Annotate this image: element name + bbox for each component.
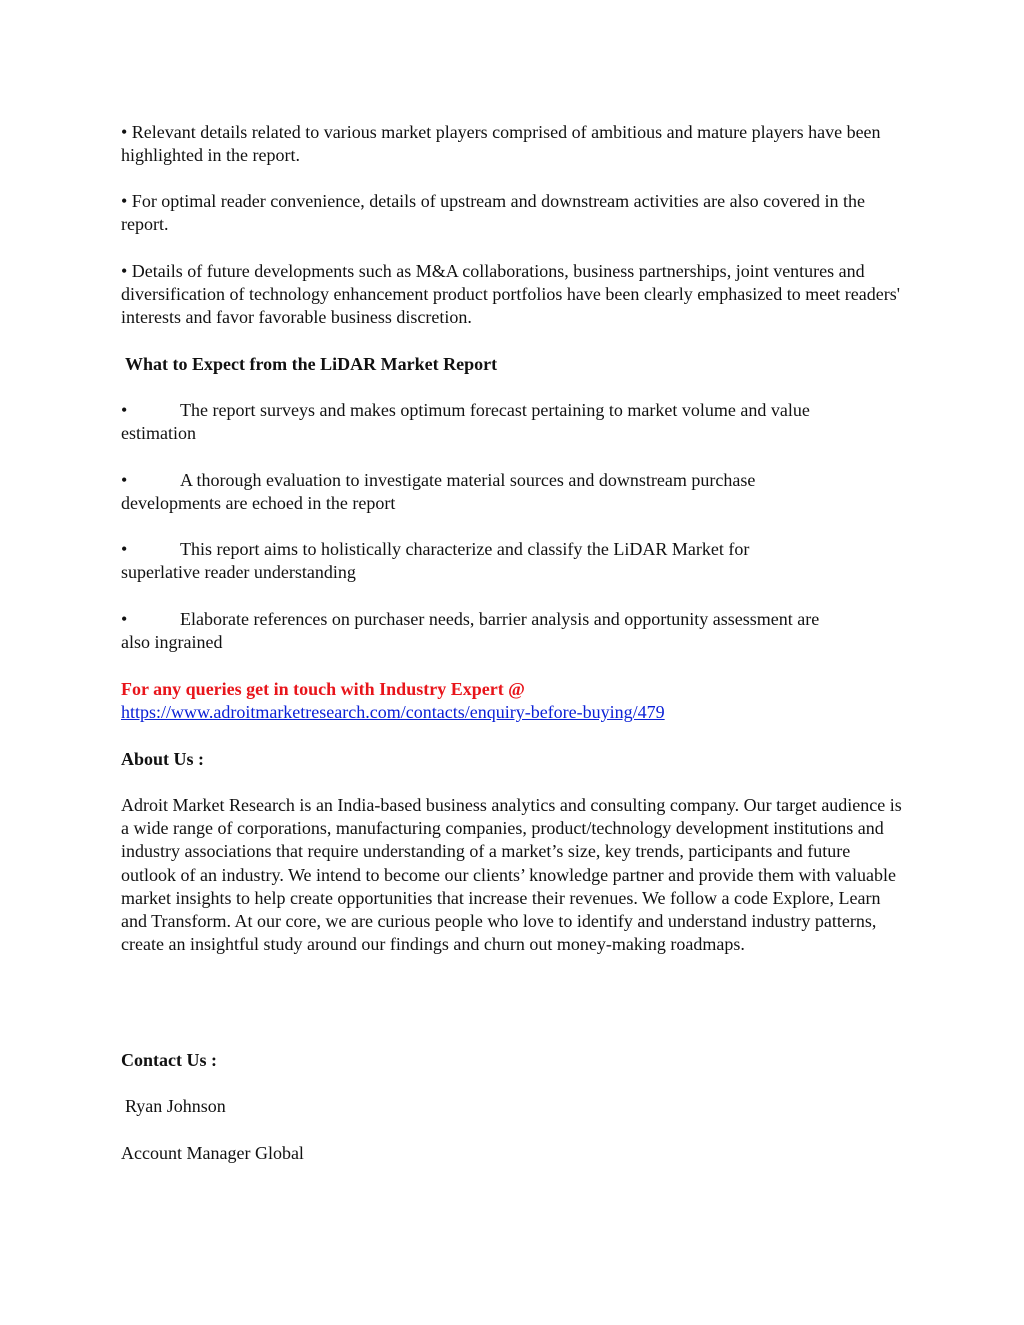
bullet-icon: • [121,400,128,420]
bullet-icon: • [121,470,128,490]
expect-item-rest: developments are echoed in the report [121,493,396,514]
about-heading: About Us : [121,749,205,769]
highlight-paragraph: • Relevant details related to various market players comprised of ambitious and mature players have been highlighted in the report. [121,122,881,166]
bullet-icon: • [121,539,128,559]
queries-block [121,678,911,724]
expect-item [121,608,911,654]
expect-item [121,538,911,584]
expect-item-rest: also ingrained [121,632,223,653]
expect-item-first-line: This report aims to holistically characterize and classify the LiDAR Market for [180,539,750,559]
queries-text: For any queries get in touch with Industry Expert @ [121,679,525,699]
expect-item-first-line: A thorough evaluation to investigate material sources and downstream purchase [180,470,756,490]
bullet-icon: • [121,609,128,629]
expect-item [121,469,911,515]
expect-item-first-line: Elaborate references on purchaser needs, barrier analysis and opportunity assessment are [180,609,820,629]
expect-item [121,399,911,445]
expect-heading: What to Expect from the LiDAR Market Report [125,354,498,374]
contact-name: Ryan Johnson [125,1096,226,1116]
about-paragraph: Adroit Market Research is an India-based business analytics and consulting company. Our target audience is a wide range of corporations, manufacturing companies, product/technology development institutions and industry associations that require understanding of a market’s size, key trends, participants and future outlook of an industry. We intend to become our clients’ knowledge partner and provide them with valuable market insights to help create opportunities that increase their revenues. We follow a code Explore, Learn and Transform. At our core, we are curious people who love to identify and understand industry patterns, create an insightful study around our findings and churn out money-making roadmaps. [121,795,902,955]
expect-item-rest: estimation [121,423,196,444]
enquiry-link[interactable]: https://www.adroitmarketresearch.com/contacts/enquiry-before-buying/479 [121,702,665,723]
expect-item-rest: superlative reader understanding [121,562,356,583]
highlight-paragraph: • For optimal reader convenience, details of upstream and downstream activities are also covered in the report. [121,191,866,235]
expect-item-first-line: The report surveys and makes optimum forecast pertaining to market volume and value [180,400,810,420]
highlight-paragraph: • Details of future developments such as M&A collaborations, business partnerships, joint ventures and diversification of technology enhancement product portfolios have been clearly emphasized to meet readers' interests and favor favorable business discretion. [121,261,900,328]
contact-title: Account Manager Global [121,1143,304,1163]
contact-heading: Contact Us : [121,1050,217,1070]
